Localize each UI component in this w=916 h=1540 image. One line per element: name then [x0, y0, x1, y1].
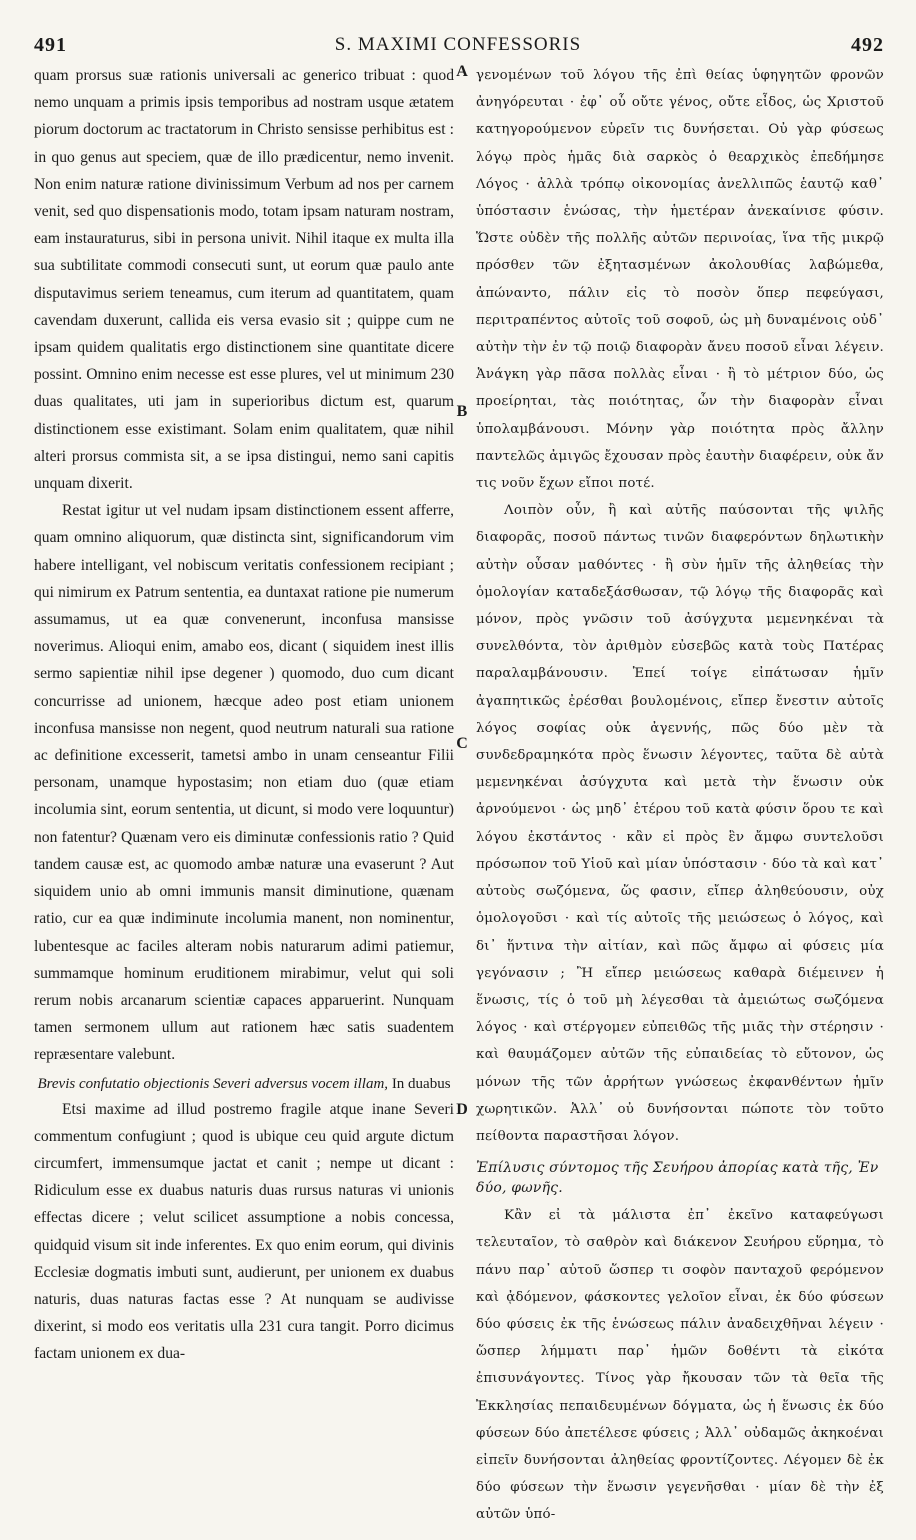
- latin-section-heading: [34, 1075, 454, 1094]
- page-number-left: 491: [34, 34, 67, 56]
- latin-paragraph-1: quam prorsus suæ rationis universali ac generico tribuat : quod nemo unquam a primis ipsis temporibus ad nostram usque ætatem piorum doctorum ac tractatorum in Christo sensisse perhibitus est : in quo genus aut speciem, quæ de illo prædicentur, nemo invenit. Non enim naturæ ratione divinissimum Verbum ad nos per carnem venit, sed quo dispensationis modo, totam ipsam naturam nostram, eam instauraturus, sibi in persona univit. Nihil itaque ex multa illa sua subtilitate commodi consecuti sunt, ut eorum quæ paulo ante disputavimus seriem teneamus, cum iterum ad quantitatem, quam cavendam duxerunt, callida eis versa evasio sit ; quippe cum ne ipsam quidem qualitatis ergo distinctionem sine quantitate dicere possint. Omnino enim necesse est esse plures, vel ut minimum 230 duas qualitates, uti jam in superioribus dictum est, quarum distinctionem esse existimant. Solam enim qualitatem, quæ nihil alteri prorsus commista sit, a se ipsa distingui, nemo sani capitis unquam dixerit.: [34, 67, 454, 493]
- greek-paragraph-1: γενομένων τοῦ λόγου τῆς ἐπὶ θείας ὑφηγητῶν φρονῶν ἀνηγόρευται · ἐφ᾽ οὗ οὔτε γένος, οὔτε εἶδος, ὡς Χριστοῦ κατηγορούμενον εὑρεῖν τις δυνήσεται. Οὐ γὰρ φύσεως λόγῳ πρὸς ἡμᾶς διὰ σαρκὸς ὁ θεαρχικὸς ἐπεδήμησε Λόγος · ἀλλὰ τρόπῳ οἰκονομίας ἀνελλιπῶς ἑαυτῷ καθ᾽ ὑπόστασιν ἑνώσας, τὴν ἡμετέραν ἀνεκαίνισε φύσιν. Ὥστε οὐδὲν τῆς πολλῆς αὐτῶν περινοίας, ἵνα τῆς μικρῷ πρόσθεν τῶν ἐξητασμένων ἀκολουθίας λαβώμεθα, ἀπώναντο, πάλιν εἰς τὸ ποσὸν ὅπερ πεφεύγασι, περιτραπέντος αὐτοῖς τοῦ σοφοῦ, ὡς μὴ δυναμένοις οὐδ᾽ αὐτὴν τὴν ἐν τῷ ποιῷ διαφορὰν ἄνευ ποσοῦ εἶναι λέγειν. Ἀνάγκη γὰρ πᾶσα πολλὰς εἶναι · ἢ τὸ μέτριον δύο, ὡς προείρηται, τὰς ποιότητας, ὧν τὴν διαφορὰν εἶναι ὑπολαμβάνουσι. Μόνην γὰρ ποιότητα πρὸς ἄλλην παντελῶς ἀμιγῶς ἔχουσαν πρὸς ἑαυτὴν διαφέρειν, οὐκ ἄν τις νοῦν ἔχων εἴποι ποτέ.: [476, 68, 884, 492]
- greek-heading-main: Ἐπίλυσις σύντομος τῆς Σευήρου ἀπορίας κατὰ τῆς,: [476, 1160, 853, 1177]
- greek-paragraph-3: Κἂν εἰ τὰ μάλιστα ἐπ᾽ ἐκεῖνο καταφεύγωσι τελευταῖον, τὸ σαθρὸν καὶ διάκενον Σευήρου εὕρημα, τὸ πάνυ παρ᾽ αὐτοῦ ὥσπερ τι σοφὸν πανταχοῦ φερόμενον καὶ ᾀδόμενον, φάσκοντες γελοῖον εἶναι, ἐκ δύο φύσεων δύο φύσεις ἐκ τῆς ἑνώσεως πάλιν ἀναδειχθῆναι λέγειν · ὥσπερ λήμματι παρ᾽ ἡμῶν δοθέντι τὰ εἰκότα ἐπισυνάγοντες. Τίνος γὰρ ἤκουσαν τῶν τὰ θεῖα τῆς Ἐκκλησίας πεπαιδευμένων δόγματα, ὡς ἡ ἕνωσις ἐκ δύο φύσεων δύο ἀπετέλεσε φύσεις ; Ἀλλ᾽ οὐδαμῶς ἀκηκοέναι εἰπεῖν δυνήσονται ἀληθείας φροντίζοντες. Λέγομεν δὲ ἐκ δύο φύσεων τὴν ἕνωσιν γεγενῆσθαι · μίαν δὲ τὴν ἐξ αὐτῶν ὑπό-: [476, 1208, 884, 1523]
- margin-marker-c: C: [456, 735, 468, 752]
- running-title: S. MAXIMI CONFESSORIS: [334, 34, 582, 55]
- page-number-right: 492: [851, 34, 884, 56]
- latin-heading-main: Brevis confutatio objectionis Severi adversus vocem illam,: [37, 1075, 389, 1092]
- latin-heading-tail: In duabus: [391, 1075, 451, 1092]
- margin-marker-a: A: [456, 63, 468, 80]
- greek-heading-tail: Ἐν δύο, φωνῆς.: [476, 1160, 879, 1197]
- margin-marker-d: D: [456, 1101, 468, 1118]
- latin-paragraph-2: Restat igitur ut vel nudam ipsam distinctionem essent afferre, quam omnino aliquorum, quæ distincta sint, significandorum vim habere intelligant, vel nobiscum veritatis confessionem recipiant ; qui nimirum ex Patrum sententia, ea duntaxat ratione pie numerum assumamus, ut ea quæ convenerunt, inconfusa mansisse noverimus. Alioqui enim, amabo eos, dicant ( siquidem inest illis sermo sapientiæ nihil ipse degener ) quomodo, duo cum dicant concurrisse ad unionem, hæcque adeo post etiam unionem inconfusa mansisse non negent, quod neutrum naturali sua ratione ac definitione excesserit, tametsi ambo in unam censeantur Filii personam, unamque hypostasim; non etiam duo (quæ etiam incolumia sint, eorum sententia, ut dicunt, si modo vere loquuntur) non fatentur? Quænam vero eis diminutæ confessionis ratio ? Quid tandem causæ est, ac quomodo ambæ naturæ una evaserunt ? Aut siquidem unio ab omni immunis mansit diminutione, quænam ratio, cur ea quæ indiminute incolumia manent, non nominentur, lubentesque ac faciles alteram nobis naturarum adimi patiemur, summamque hominum eruditionem mirabimur, velut qui soli rerum nobis arcanarum scientiæ capaces apparuerint. Nunquam tamen sermonem ullum aut rationem hæc satis suadentem repræsentare valebunt.: [34, 502, 454, 1064]
- greek-paragraph-2: Λοιπὸν οὖν, ἢ καὶ αὐτῆς παύσονται τῆς ψιλῆς διαφορᾶς, ποσοῦ πάντως τινῶν διαφερόντων δηλωτικὴν αὐτὴν οὖσαν μαθόντες · ἢ σὺν ἡμῖν τῆς ἀληθείας τὴν ὁμολογίαν καταδεξάσθωσαν, τῷ λόγῳ τῆς διαφορᾶς καὶ μόνον, πρὸς γνῶσιν τοῦ ἀσύγχυτα μεμενηκέναι τὰ συνελθόντα, τὸν ἀριθμὸν εὐσεβῶς κατὰ τοὺς Πατέρας παραλαμβάνουσιν. Ἐπεί τοίγε εἰπάτωσαν ἡμῖν ἀγαπητικῶς ἐρέσθαι βουλομένοις, εἴπερ ἔνεστιν αὐτοῖς λόγος σοφίας οὐκ ἀγεννής, πῶς δύο μὲν τὰ συνδεδραμηκότα πρὸς ἕνωσιν λέγοντες, ταῦτα δὲ αὐτὰ μεμενηκέναι ἀσύγχυτα καὶ μετὰ τὴν ἕνωσιν οὐκ ἀρνούμενοι · ὡς μηδ᾽ ἑτέρου τοῦ κατὰ φύσιν ὅρου τε καὶ λόγου ἐκστάντος · κἂν εἰ πρὸς ἓν ἄμφω συντελοῦσι πρόσωπον τοῦ Υἱοῦ καὶ μίαν ὑπόστασιν · δύο τὰ καὶ κατ᾽ αὐτοὺς σωζόμενα, ὥς φασιν, εἴπερ ἀληθεύουσιν, οὐχ ὁμολογοῦσι · καὶ τίς αὐτοῖς τῆς μειώσεως ὁ λόγος, καὶ δι᾽ ἥντινα τὴν αἰτίαν, καὶ πῶς ἄμφω αἱ φύσεις μία γεγόνασιν ; Ἢ εἴπερ μειώσεως καθαρὰ διέμεινεν ἡ ἕνωσις, τίς ὁ τοῦ μὴ λέγεσθαι τὰ ἀμειώτως σωζόμενα λόγος · καὶ στέργομεν εὐπειθῶς τῆς μιᾶς τὴν στέρησιν · καὶ θαυμάζομεν αὐτῶν τῆς εὐπαιδείας τὸ εὔτονον, ὡς μόνων τῆς τῶν ἀρρήτων γνώσεως ἐκφανθέντων ἡμῖν χωρητικῶν. Ἀλλ᾽ οὐ δυνήσονται πώποτε τὸν τοῦτο πείθοντα παραστῆσαι λόγον.: [476, 503, 884, 1144]
- page-header: [0, 0, 916, 62]
- latin-column: [34, 62, 454, 1368]
- greek-column: [476, 62, 884, 1529]
- margin-marker-b: B: [456, 403, 468, 420]
- greek-section-heading: [476, 1158, 884, 1198]
- latin-paragraph-3: Etsi maxime ad illud postremo fragile atque inane Severi commentum confugiunt ; quod is ubique ceu quid argute dictum circumfert, immensumque jactat et canit ; nempe ut dicant : Ridiculum esse ex duabus naturis duas rursus naturas vi unionis effectas dicere ; velut scilicet assumptione a nobis concessa, quidquid visum sit inde inferentes. Ex quo enim eorum, qui divinis Ecclesiæ dogmatis imbuti sunt, audierunt, per unionem ex duabus naturis, duas naturas factas esse ? At nunquam se audivisse dixerint, si modo eos veritatis ulla 231 cura tangit. Porro dicimus factam unionem ex dua-: [34, 1100, 454, 1363]
